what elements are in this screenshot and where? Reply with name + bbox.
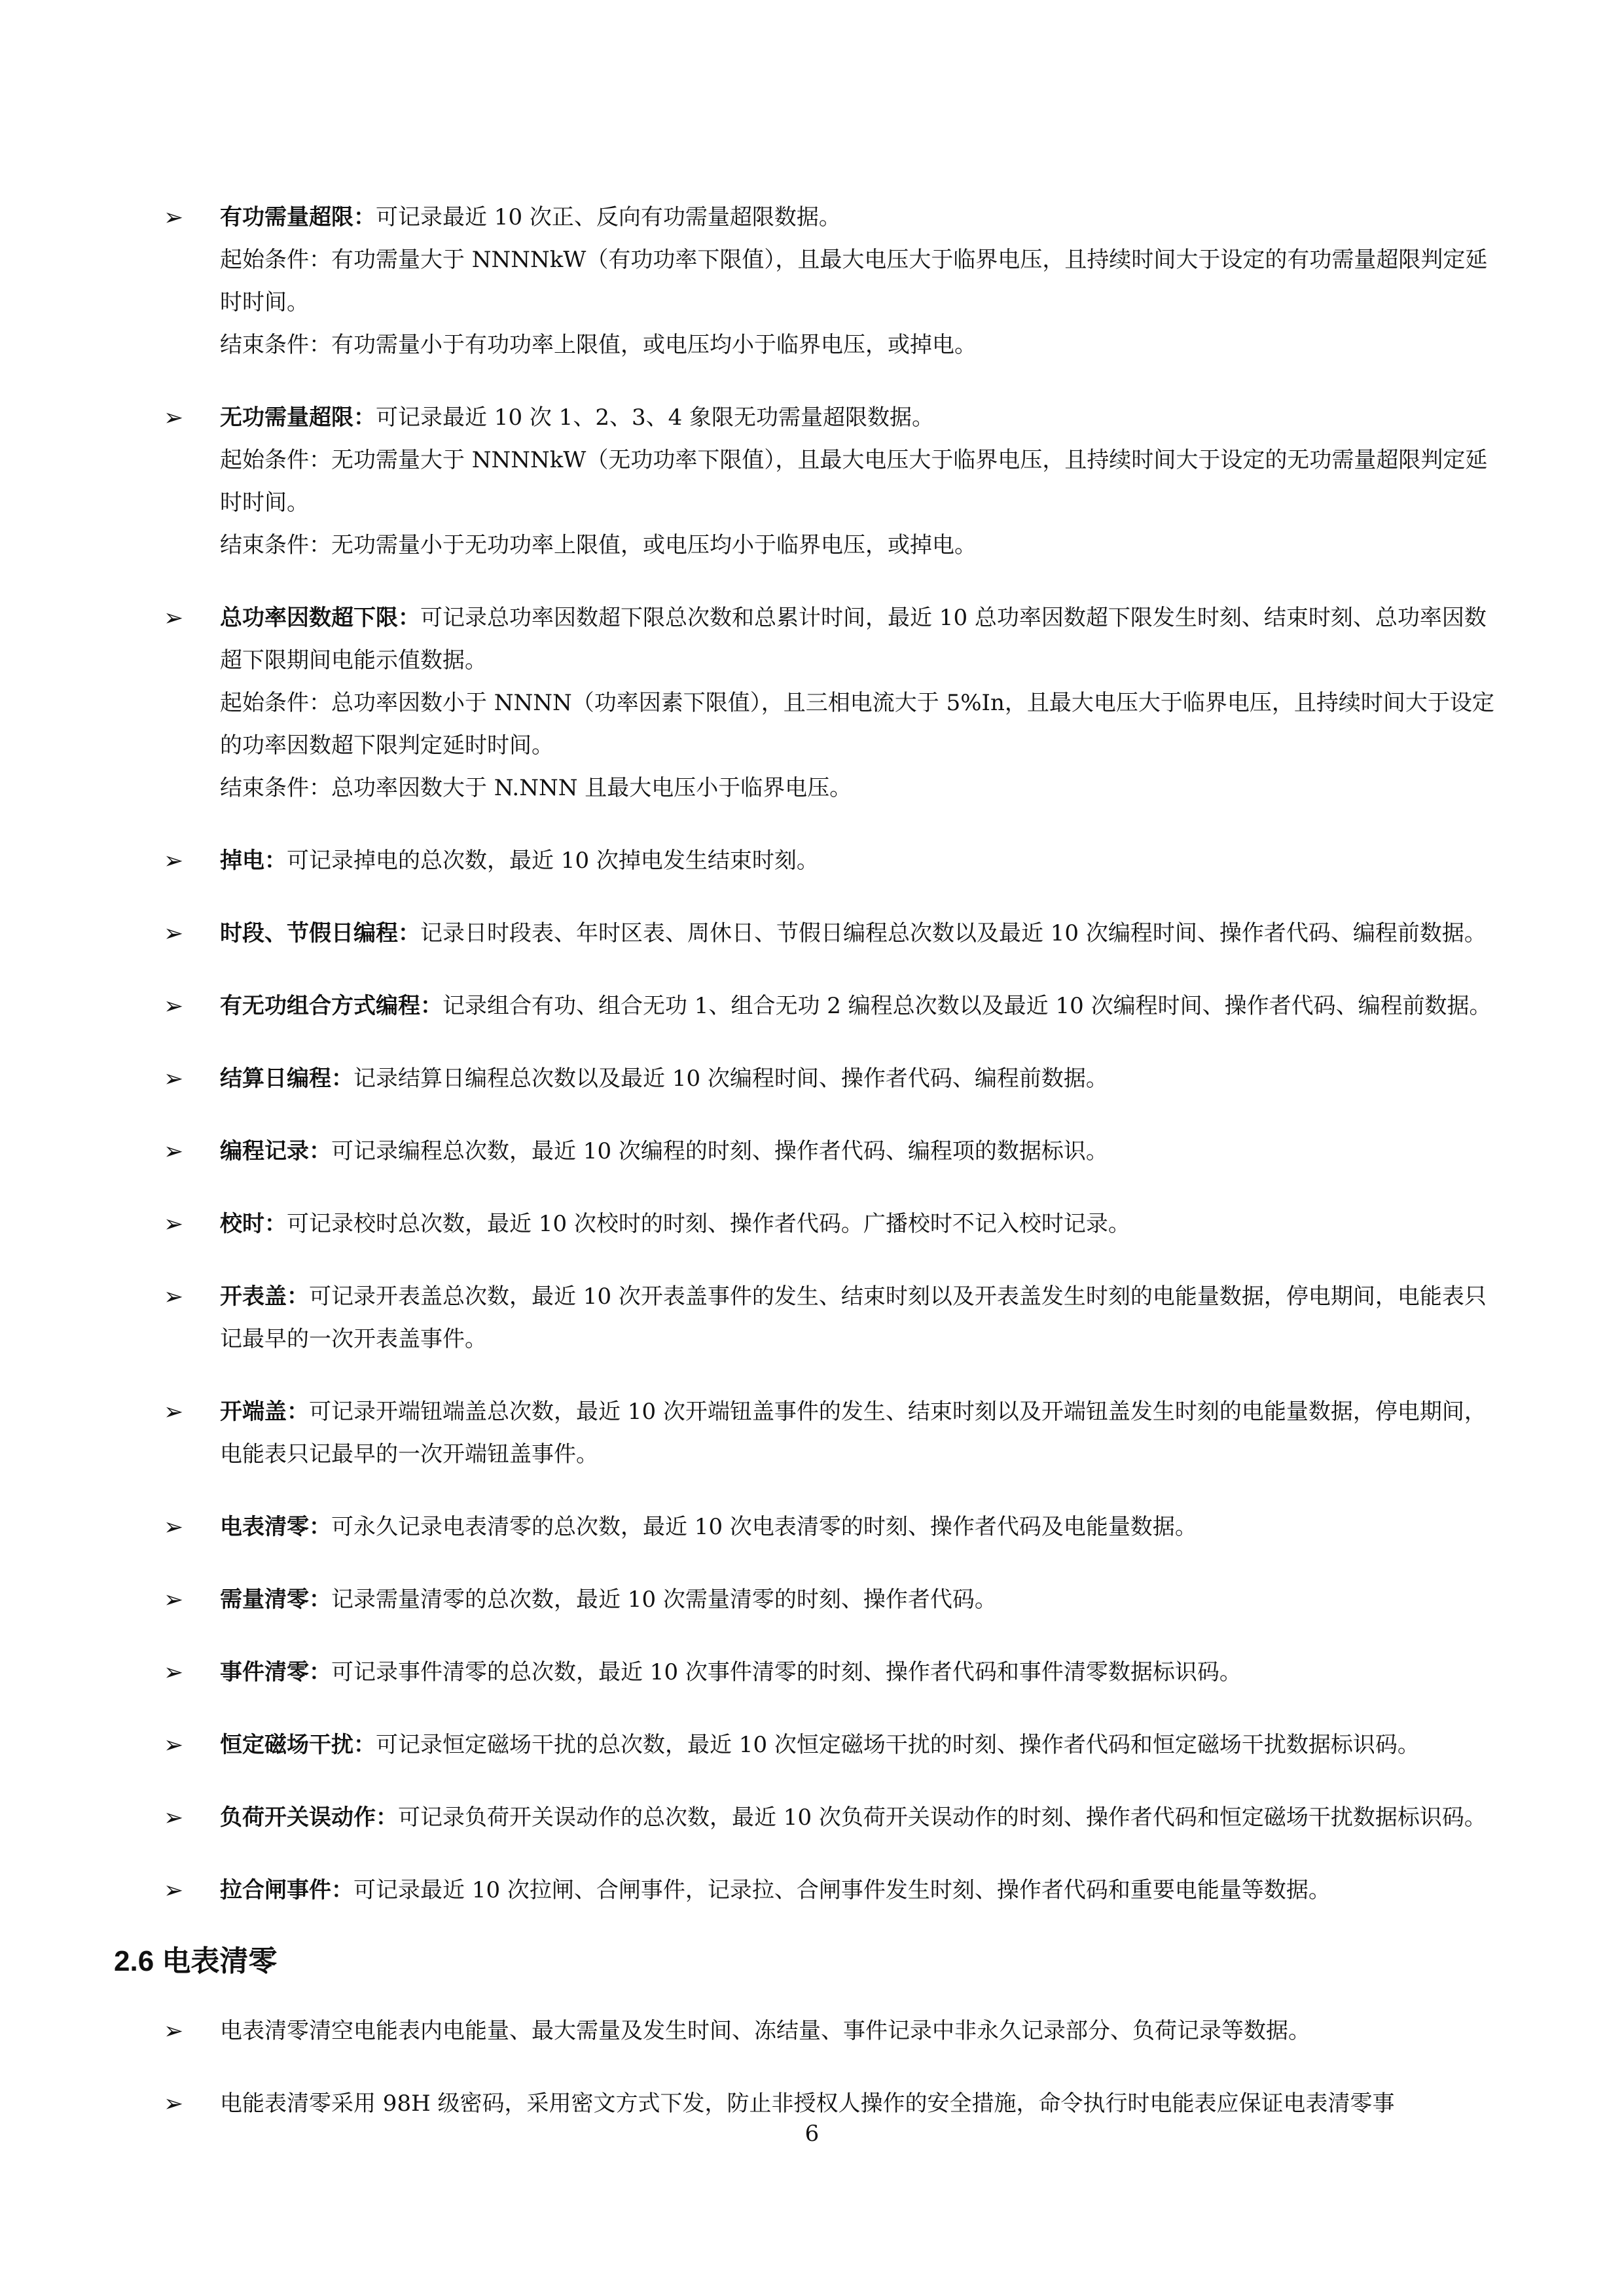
bullet-arrow-icon: ➢: [164, 1659, 184, 1686]
bullet-arrow-icon: ➢: [164, 404, 184, 431]
list-item: [164, 1797, 1499, 1839]
item-description: 可记录最近 10 次 1、2、3、4 象限无功需量超限数据。: [376, 404, 935, 431]
bullet-arrow-icon: ➢: [164, 1066, 184, 1092]
section-heading: 2.6 电表清零: [114, 1945, 278, 1977]
item-text: [220, 840, 1499, 882]
item-description: 可记录总功率因数超下限总次数和总累计时间，最近 10 总功率因数超下限发生时刻、结束时刻、总功率因数超下限期间电能示值数据。: [220, 605, 1487, 673]
item-lead-label: 校时：: [220, 1211, 287, 1237]
item-text: [220, 1130, 1499, 1173]
item-description: 记录需量清零的总次数，最近 10 次需量清零的时刻、操作者代码。: [331, 1587, 997, 1613]
section-item-list: [164, 2010, 1499, 2125]
item-condition-line: 结束条件：总功率因数大于 N.NNN 且最大电压小于临界电压。: [220, 775, 852, 801]
item-lead-label: 负荷开关误动作：: [220, 1804, 398, 1831]
list-item: [164, 597, 1499, 810]
item-text: [220, 1058, 1499, 1100]
item-description: 电表清零清空电能表内电能量、最大需量及发生时间、冻结量、事件记录中非永久记录部分、负荷记录等数据。: [220, 2018, 1310, 2044]
item-description: 可永久记录电表清零的总次数，最近 10 次电表清零的时刻、操作者代码及电能量数据。: [331, 1514, 1197, 1540]
page-number: 6: [804, 2121, 820, 2147]
bullet-arrow-icon: ➢: [164, 1514, 184, 1541]
item-text: [220, 1203, 1499, 1246]
item-text: [220, 985, 1499, 1028]
bullet-arrow-icon: ➢: [164, 1399, 184, 1426]
list-item: [164, 2083, 1499, 2125]
item-text: [220, 1651, 1499, 1694]
item-lead-label: 结算日编程：: [220, 1066, 353, 1092]
item-description: 可记录开表盖总次数，最近 10 次开表盖事件的发生、结束时刻以及开表盖发生时刻的电能量数据，停电期间，电能表只记最早的一次开表盖事件。: [220, 1283, 1487, 1352]
list-item: [164, 1506, 1499, 1549]
list-item: [164, 840, 1499, 882]
event-record-list: [164, 196, 1499, 1912]
item-description: 可记录事件清零的总次数，最近 10 次事件清零的时刻、操作者代码和事件清零数据标识码。: [331, 1659, 1242, 1685]
item-text: [220, 597, 1499, 682]
item-description: 可记录掉电的总次数，最近 10 次掉电发生结束时刻。: [287, 848, 819, 874]
item-text: [220, 1797, 1499, 1839]
item-lead-label: 恒定磁场干扰：: [220, 1732, 376, 1758]
item-lead-label: 拉合闸事件：: [220, 1877, 353, 1903]
list-item: [164, 1724, 1499, 1767]
item-condition-line: 起始条件：有功需量大于 NNNNkW（有功功率下限值），且最大电压大于临界电压，且持续时间大于设定的有功需量超限判定延时时间。: [220, 247, 1488, 315]
item-lead-label: 总功率因数超下限：: [220, 605, 420, 631]
list-item: [164, 1651, 1499, 1694]
bullet-arrow-icon: ➢: [164, 1587, 184, 1613]
list-item: [164, 912, 1499, 955]
list-item: [164, 1130, 1499, 1173]
list-item: [164, 1391, 1499, 1476]
bullet-arrow-icon: ➢: [164, 204, 184, 231]
list-item: [164, 1203, 1499, 1246]
item-text: [220, 1276, 1499, 1361]
item-lead-label: 无功需量超限：: [220, 404, 376, 431]
bullet-arrow-icon: ➢: [164, 2018, 184, 2045]
list-item: [164, 1276, 1499, 1361]
item-description: 记录结算日编程总次数以及最近 10 次编程时间、操作者代码、编程前数据。: [353, 1066, 1108, 1092]
item-lead-label: 编程记录：: [220, 1138, 331, 1164]
item-text: [220, 912, 1499, 955]
bullet-arrow-icon: ➢: [164, 2090, 184, 2117]
bullet-arrow-icon: ➢: [164, 993, 184, 1020]
item-description: 可记录校时总次数，最近 10 次校时的时刻、操作者代码。广播校时不记入校时记录。: [287, 1211, 1130, 1237]
item-lead-label: 有无功组合方式编程：: [220, 993, 442, 1019]
item-description: 可记录开端钮端盖总次数，最近 10 次开端钮盖事件的发生、结束时刻以及开端钮盖发生时刻的电能量数据，停电期间，电能表只记最早的一次开端钮盖事件。: [220, 1399, 1487, 1467]
list-item: [164, 985, 1499, 1028]
list-item: [164, 397, 1499, 567]
item-description: 记录日时段表、年时区表、周休日、节假日编程总次数以及最近 10 次编程时间、操作者代码、编程前数据。: [420, 920, 1487, 946]
item-lead-label: 开表盖：: [220, 1283, 309, 1310]
bullet-arrow-icon: ➢: [164, 848, 184, 874]
item-text: [220, 196, 1499, 239]
item-text: [220, 397, 1499, 439]
bullet-arrow-icon: ➢: [164, 1877, 184, 1904]
bullet-arrow-icon: ➢: [164, 605, 184, 632]
item-text: [220, 1391, 1499, 1476]
bullet-arrow-icon: ➢: [164, 1138, 184, 1165]
item-description: 可记录最近 10 次拉闸、合闸事件，记录拉、合闸事件发生时刻、操作者代码和重要电能量等数据。: [353, 1877, 1331, 1903]
item-lead-label: 有功需量超限：: [220, 204, 376, 230]
item-text: [220, 2010, 1499, 2053]
list-item: [164, 196, 1499, 367]
item-text: [220, 1579, 1499, 1621]
list-item: [164, 1869, 1499, 1912]
item-condition-line: 结束条件：有功需量小于有功功率上限值，或电压均小于临界电压，或掉电。: [220, 332, 977, 358]
page-content: [114, 196, 1499, 2155]
item-lead-label: 时段、节假日编程：: [220, 920, 420, 946]
item-description: 记录组合有功、组合无功 1、组合无功 2 编程总次数以及最近 10 次编程时间、操作者代码、编程前数据。: [442, 993, 1492, 1019]
list-item: [164, 2010, 1499, 2053]
item-description: 可记录编程总次数，最近 10 次编程的时刻、操作者代码、编程项的数据标识。: [331, 1138, 1108, 1164]
list-item: [164, 1058, 1499, 1100]
item-text: [220, 1724, 1499, 1767]
bullet-arrow-icon: ➢: [164, 1804, 184, 1831]
item-lead-label: 事件清零：: [220, 1659, 331, 1685]
item-text: [220, 1869, 1499, 1912]
list-item: [164, 1579, 1499, 1621]
item-lead-label: 掉电：: [220, 848, 287, 874]
item-condition-line: 起始条件：总功率因数小于 NNNN（功率因素下限值），且三相电流大于 5%In，且最大电压大于临界电压，且持续时间大于设定的功率因数超下限判定延时时间。: [220, 690, 1494, 759]
bullet-arrow-icon: ➢: [164, 1283, 184, 1310]
bullet-arrow-icon: ➢: [164, 1732, 184, 1759]
item-condition-line: 起始条件：无功需量大于 NNNNkW（无功功率下限值），且最大电压大于临界电压，且持续时间大于设定的无功需量超限判定延时时间。: [220, 447, 1488, 516]
item-condition-line: 结束条件：无功需量小于无功功率上限值，或电压均小于临界电压，或掉电。: [220, 532, 977, 558]
bullet-arrow-icon: ➢: [164, 1211, 184, 1238]
item-description: 可记录恒定磁场干扰的总次数，最近 10 次恒定磁场干扰的时刻、操作者代码和恒定磁场干扰数据标识码。: [376, 1732, 1420, 1758]
bullet-arrow-icon: ➢: [164, 920, 184, 947]
item-description: 电能表清零采用 98H 级密码，采用密文方式下发，防止非授权人操作的安全措施，命令执行时电能表应保证电表清零事: [220, 2090, 1395, 2117]
item-lead-label: 开端盖：: [220, 1399, 309, 1425]
item-lead-label: 电表清零：: [220, 1514, 331, 1540]
item-text: [220, 1506, 1499, 1549]
item-text: [220, 2083, 1499, 2125]
item-lead-label: 需量清零：: [220, 1587, 331, 1613]
item-description: 可记录最近 10 次正、反向有功需量超限数据。: [376, 204, 841, 230]
item-description: 可记录负荷开关误动作的总次数，最近 10 次负荷开关误动作的时刻、操作者代码和恒定磁场干扰数据标识码。: [398, 1804, 1487, 1831]
